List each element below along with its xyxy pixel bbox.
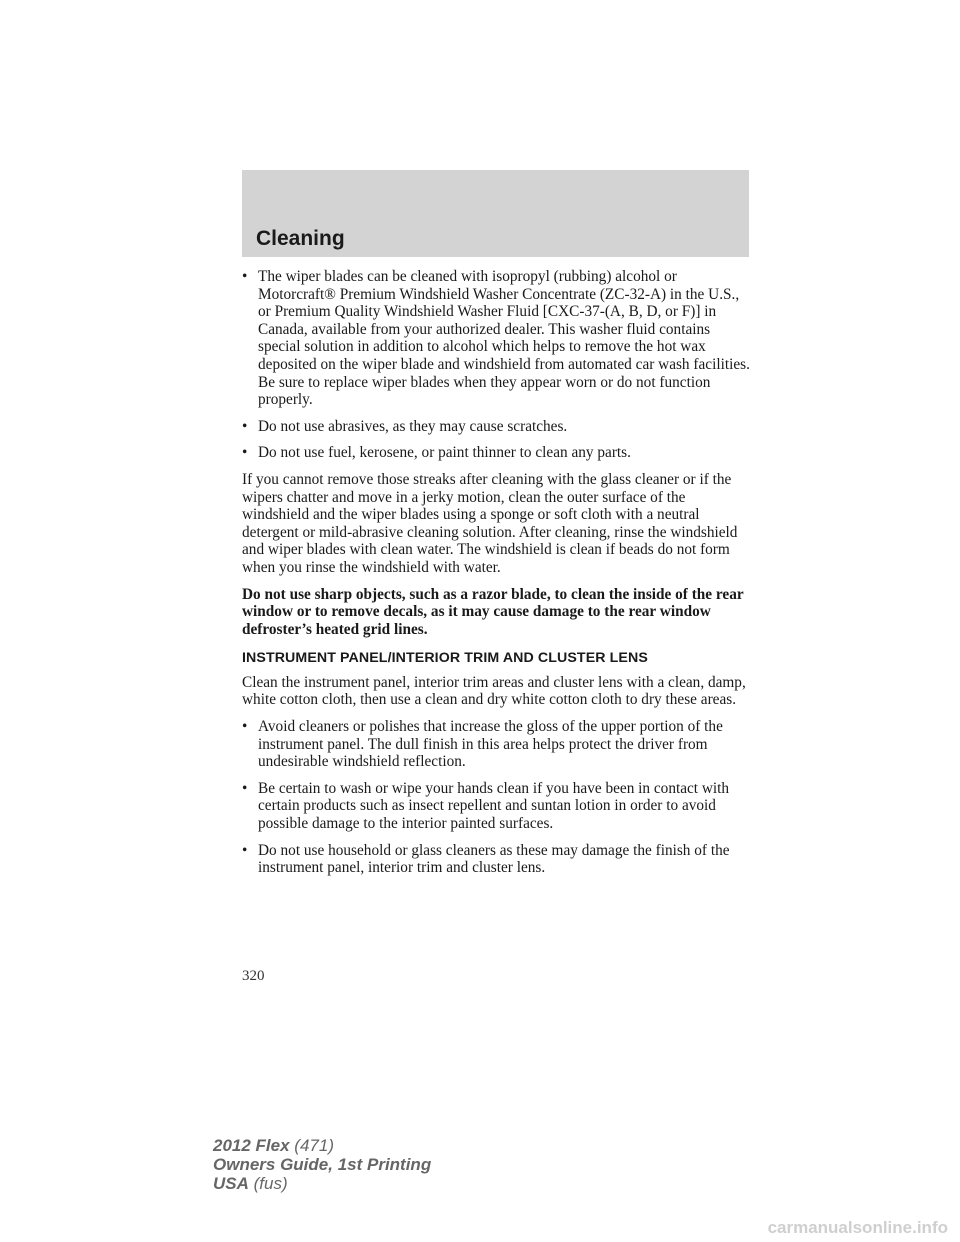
bullet-item bbox=[242, 268, 752, 409]
section-title: Cleaning bbox=[256, 227, 345, 250]
watermark-link[interactable]: carmanualsonline.info bbox=[767, 1218, 948, 1237]
footer-printing: Owners Guide, 1st Printing bbox=[213, 1155, 432, 1174]
streaks-paragraph: If you cannot remove those streaks after cleaning with the glass cleaner or if the wipers chatter and move in a jerky motion, clean the outer surface of the windshield and the wiper blades using a sponge or soft cloth with a neutral detergent or mild-abrasive cleaning solution. After cleaning, rinse the windshield and wiper blades with clean water. The windshield is clean if beads do not form when you rinse the windshield with water. bbox=[242, 470, 738, 576]
bullet-item bbox=[242, 780, 752, 833]
footer-line-market bbox=[213, 1174, 431, 1193]
bullet-icon: • bbox=[242, 718, 248, 736]
bullet-icon: • bbox=[242, 779, 248, 797]
bullet-item bbox=[242, 418, 752, 436]
warning-paragraph: Do not use sharp objects, such as a razor blade, to clean the inside of the rear window or to remove decals, as it may cause damage to the rear window defroster’s heated grid lines. bbox=[242, 585, 744, 638]
section-paragraph: Clean the instrument panel, interior trim areas and cluster lens with a clean, damp, white cotton cloth, then use a clean and dry white cotton cloth to dry these areas. bbox=[242, 673, 746, 709]
bullet-text: Do not use household or glass cleaners as these may damage the finish of the instrument panel, interior trim and cluster lens. bbox=[258, 841, 730, 877]
section-heading: INSTRUMENT PANEL/INTERIOR TRIM AND CLUSTER LENS bbox=[242, 650, 648, 667]
bullet-icon: • bbox=[242, 841, 248, 859]
page-content bbox=[242, 268, 752, 886]
bullet-item bbox=[242, 718, 752, 771]
bullet-text: Do not use fuel, kerosene, or paint thinner to clean any parts. bbox=[258, 444, 631, 462]
section-header-band bbox=[242, 170, 749, 257]
print-footer bbox=[213, 1136, 431, 1193]
footer-market: USA bbox=[213, 1174, 249, 1193]
bullet-icon: • bbox=[242, 268, 248, 285]
footer-market-code: (fus) bbox=[253, 1174, 288, 1193]
bullet-icon: • bbox=[242, 444, 248, 462]
bullet-item bbox=[242, 842, 752, 877]
footer-model-code: (471) bbox=[294, 1136, 334, 1155]
footer-line-model bbox=[213, 1136, 431, 1155]
bullet-text: Avoid cleaners or polishes that increase the gloss of the upper portion of the instrument panel. The dull finish in this area helps protect the driver from undesirable windshield reflection. bbox=[258, 718, 723, 771]
page-number: 320 bbox=[242, 968, 265, 984]
footer-model: 2012 Flex bbox=[213, 1136, 290, 1155]
bullet-text: Do not use abrasives, as they may cause scratches. bbox=[258, 417, 568, 435]
footer-line-printing bbox=[213, 1155, 431, 1174]
bullet-item bbox=[242, 444, 752, 462]
bullet-text: Be certain to wash or wipe your hands clean if you have been in contact with certain products such as insect repellent and suntan lotion in order to avoid possible damage to the interior painted surfaces. bbox=[258, 779, 730, 833]
bullet-icon: • bbox=[242, 417, 248, 435]
bullet-text: The wiper blades can be cleaned with isopropyl (rubbing) alcohol or Motorcraft® Premium Windshield Washer Concentrate (ZC-32-A) in the U.S., or Premium Quality Windshield Washer Fluid [CXC-37-(A, B, D, or F)] in Canada, available from your authorized dealer. This washer fluid contains special solution in addition to alcohol which helps to remove the hot wax deposited on the wiper blade and windshield from automated car wash facilities. Be sure to replace wiper blades when they appear worn or do not function properly. bbox=[258, 268, 750, 409]
